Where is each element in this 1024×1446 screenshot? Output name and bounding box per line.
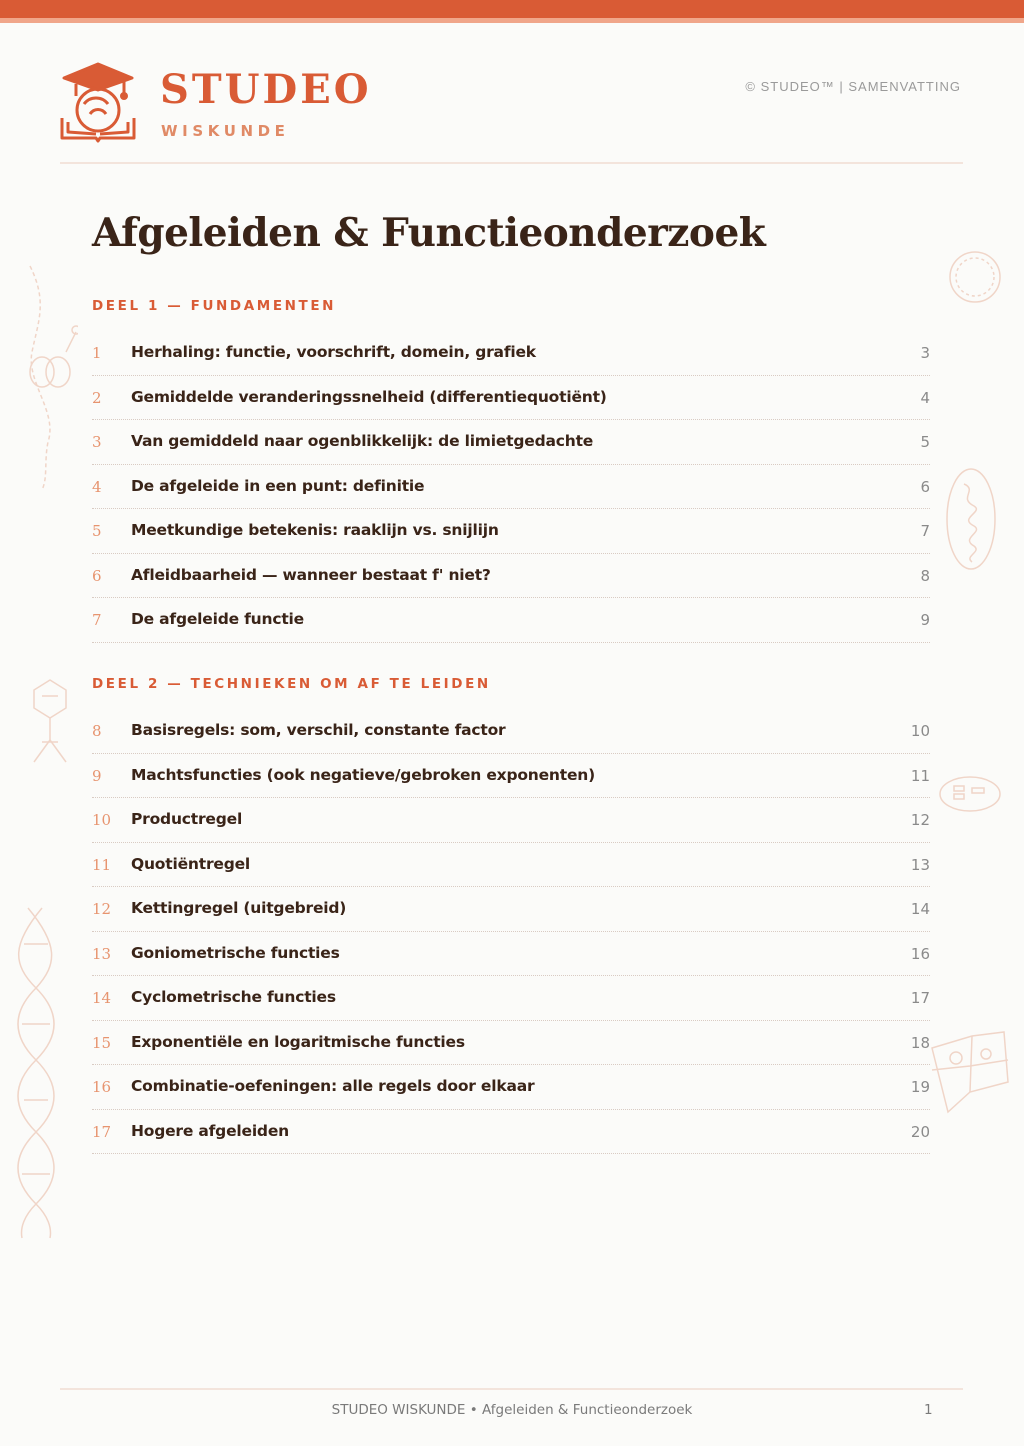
toc-label[interactable]: Van gemiddeld naar ogenblikkelijk: de limietgedachte	[131, 432, 594, 450]
toc-number: 8	[92, 722, 102, 740]
mitochondrion-doodle-icon	[944, 466, 998, 572]
toc-row[interactable]	[92, 754, 930, 799]
toc-row[interactable]	[92, 932, 930, 977]
toc-label[interactable]: Afleidbaarheid — wanneer bestaat f' niet?	[131, 565, 491, 584]
toc-page-number: 12	[910, 811, 930, 829]
toc-list-deel-1	[92, 331, 930, 643]
toc-label[interactable]: Herhaling: functie, voorschrift, domein, grafiek	[131, 343, 536, 361]
toc-row[interactable]	[92, 709, 930, 754]
footer-text: STUDEO WISKUNDE • Afgeleiden & Functieonderzoek	[331, 1402, 693, 1418]
toc-page-number: 17	[910, 989, 930, 1007]
toc-number: 11	[92, 855, 112, 874]
toc-page-number: 6	[920, 477, 930, 496]
toc-number: 5	[92, 522, 102, 540]
toc-row[interactable]	[92, 598, 930, 643]
page-title: Afgeleiden & Functieonderzoek	[92, 210, 766, 256]
toc-label[interactable]: De afgeleide functie	[131, 610, 304, 628]
footer-divider	[60, 1388, 963, 1390]
toc-page-number: 4	[920, 388, 930, 407]
toc-number: 13	[92, 944, 112, 963]
toc-row[interactable]	[92, 376, 930, 421]
toc-row[interactable]	[92, 798, 930, 843]
toc-page-number: 16	[910, 944, 930, 963]
toc-row[interactable]	[92, 887, 930, 932]
toc-number: 12	[92, 900, 112, 918]
toc-label[interactable]: Exponentiële en logaritmische functies	[131, 1032, 465, 1051]
toc-row[interactable]	[92, 509, 930, 554]
toc-number: 16	[92, 1078, 112, 1096]
toc-label[interactable]: Hogere afgeleiden	[131, 1121, 289, 1140]
top-accent-bar	[0, 0, 1024, 18]
toc-row[interactable]	[92, 1065, 930, 1110]
toc-page-number: 9	[920, 611, 930, 629]
toc-row[interactable]	[92, 420, 930, 465]
toc-row[interactable]	[92, 331, 930, 376]
toc-label[interactable]: Gemiddelde veranderingssnelheid (differentiequotiënt)	[131, 387, 607, 406]
cell-doodle-icon	[946, 248, 1004, 306]
plant-cell-doodle-icon	[926, 1030, 1010, 1116]
toc-label[interactable]: Combinatie-oefeningen: alle regels door elkaar	[131, 1077, 535, 1095]
toc-page-number: 7	[920, 522, 930, 540]
toc-page-number: 20	[910, 1122, 930, 1141]
header-divider	[60, 162, 963, 164]
toc-number: 6	[92, 566, 102, 585]
toc-label[interactable]: Goniometrische functies	[131, 943, 340, 962]
toc-label[interactable]: Meetkundige betekenis: raaklijn vs. snijlijn	[131, 521, 499, 539]
toc-page-number: 11	[910, 766, 930, 785]
toc-label[interactable]: Quotiëntregel	[131, 854, 251, 873]
toc-label[interactable]: De afgeleide in een punt: definitie	[131, 476, 425, 495]
header-meta: © STUDEO™ | SAMENVATTING	[745, 79, 961, 94]
toc-label[interactable]: Machtsfuncties (ook negatieve/gebroken exponenten)	[131, 765, 596, 784]
toc-number: 2	[92, 388, 102, 407]
bacterium-doodle-icon	[938, 774, 1002, 814]
toc-label[interactable]: Cyclometrische functies	[131, 988, 336, 1006]
graduation-cap-book-logo-icon	[60, 60, 136, 144]
toc-number: 3	[92, 433, 102, 451]
toc-page-number: 10	[910, 722, 930, 740]
toc-row[interactable]	[92, 554, 930, 599]
toc-row[interactable]	[92, 465, 930, 510]
toc-list-deel-2	[92, 709, 930, 1154]
toc-page-number: 3	[920, 344, 930, 362]
brand-name: STUDEO	[160, 66, 372, 113]
toc-label[interactable]: Productregel	[131, 810, 243, 828]
toc-page-number: 8	[920, 566, 930, 585]
molecule-doodle-icon	[18, 262, 78, 492]
toc-row[interactable]	[92, 843, 930, 888]
toc-page-number: 18	[910, 1033, 930, 1052]
toc-number: 7	[92, 611, 102, 629]
top-accent-stripe	[0, 18, 1024, 23]
brand-subject: WISKUNDE	[161, 122, 290, 140]
toc-page-number: 14	[910, 900, 930, 918]
toc-label[interactable]: Basisregels: som, verschil, constante factor	[131, 721, 506, 739]
toc-number: 1	[92, 344, 102, 362]
toc-number: 15	[92, 1033, 112, 1052]
toc-number: 17	[92, 1122, 112, 1141]
toc-number: 14	[92, 989, 112, 1007]
toc-number: 4	[92, 477, 102, 496]
toc-row[interactable]	[92, 976, 930, 1021]
toc-page-number: 5	[920, 433, 930, 451]
toc-page-number: 13	[910, 855, 930, 874]
section-heading-deel-2: DEEL 2 — TECHNIEKEN OM AF TE LEIDEN	[92, 676, 491, 692]
dna-helix-doodle-icon	[8, 904, 64, 1240]
section-heading-deel-1: DEEL 1 — FUNDAMENTEN	[92, 298, 337, 314]
footer-page-number: 1	[924, 1402, 933, 1418]
toc-row[interactable]	[92, 1021, 930, 1066]
toc-page-number: 19	[910, 1078, 930, 1096]
virus-doodle-icon	[28, 676, 72, 768]
toc-row[interactable]	[92, 1110, 930, 1155]
toc-number: 9	[92, 766, 102, 785]
toc-number: 10	[92, 811, 112, 829]
toc-label[interactable]: Kettingregel (uitgebreid)	[131, 899, 347, 917]
